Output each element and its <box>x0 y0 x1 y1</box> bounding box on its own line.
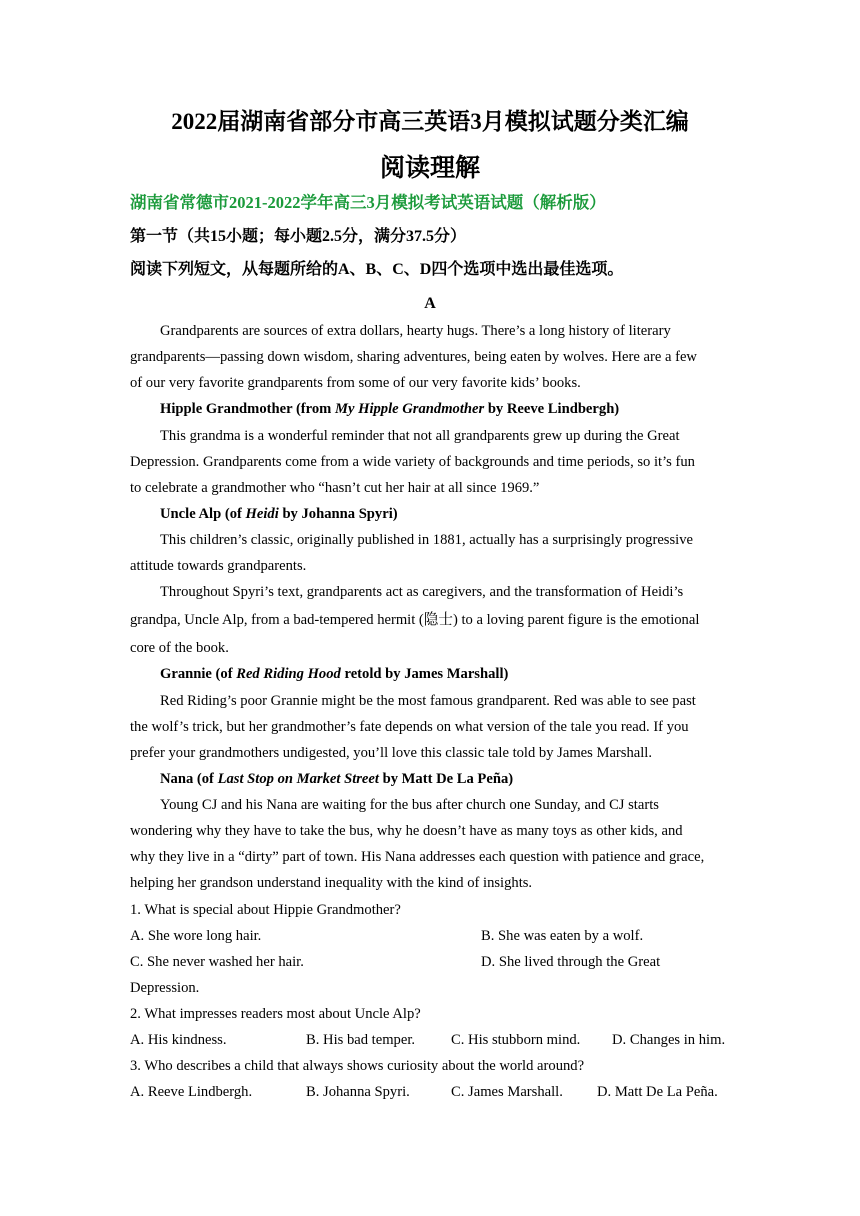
q3-option-c: C. James Marshall. <box>451 1084 563 1100</box>
paragraph-line: to celebrate a grandmother who “hasn’t cut her hair at all since 1969.” <box>130 480 540 496</box>
paragraph-line: prefer your grandmothers undigested, you’ll love this classic tale told by James Marshall. <box>130 745 653 761</box>
q2-option-d: D. Changes in him. <box>612 1032 726 1048</box>
passage-label: A <box>424 295 436 312</box>
question-3: 3. Who describes a child that always shows curiosity about the world around? <box>130 1058 585 1074</box>
paragraph-line: Young CJ and his Nana are waiting for the bus after church one Sunday, and CJ starts <box>160 797 659 813</box>
q1-option-a: A. She wore long hair. <box>130 928 262 944</box>
intro-line: of our very favorite grandparents from some of our very favorite kids’ books. <box>130 375 581 391</box>
intro-line: grandparents—passing down wisdom, sharing adventures, being eaten by wolves. Here are a few <box>130 349 697 365</box>
document-subtitle: 阅读理解 <box>379 155 480 182</box>
paragraph-line: the wolf’s trick, but her grandmother’s fate depends on what version of the tale you read. If you <box>130 719 689 735</box>
section-heading-hipple: Hipple Grandmother (from My Hipple Grandmother by Reeve Lindbergh) <box>160 401 620 417</box>
paragraph-line: core of the book. <box>130 640 229 656</box>
book-title: Last Stop on Market Street <box>217 771 379 787</box>
paragraph-line: Red Riding’s poor Grannie might be the most famous grandparent. Red was able to see past <box>160 693 696 709</box>
paragraph-line: Depression. Grandparents come from a wide variety of backgrounds and time periods, so it’s fun <box>130 454 695 470</box>
section-info: 第一节（共15小题；每小题2.5分，满分37.5分） <box>130 228 467 245</box>
section-heading-grannie: Grannie (of Red Riding Hood retold by James Marshall) <box>160 666 509 682</box>
section-heading-nana: Nana (of Last Stop on Market Street by Matt De La Peña) <box>160 771 514 787</box>
paragraph-line: Throughout Spyri’s text, grandparents act as caregivers, and the transformation of Heidi’s <box>160 584 684 600</box>
book-title: Red Riding Hood <box>236 666 341 682</box>
q1-option-d: D. She lived through the Great <box>481 954 661 970</box>
q2-option-b: B. His bad temper. <box>306 1032 416 1048</box>
paragraph-line: attitude towards grandparents. <box>130 558 307 574</box>
book-title: My Hipple Grandmother <box>334 401 485 417</box>
paragraph-line: grandpa, Uncle Alp, from a bad-tempered hermit (隐士) to a loving parent figure is the emotional <box>130 612 700 628</box>
paragraph-line: helping her grandson understand inequality with the kind of insights. <box>130 875 533 891</box>
q3-option-d: D. Matt De La Peña. <box>597 1084 718 1100</box>
source-line: 湖南省常德市2021-2022学年高三3月模拟考试英语试题（解析版） <box>130 193 606 212</box>
q2-option-a: A. His kindness. <box>130 1032 227 1048</box>
q2-option-c: C. His stubborn mind. <box>451 1032 581 1048</box>
q3-option-a: A. Reeve Lindbergh. <box>130 1084 253 1100</box>
paragraph-line: why they live in a “dirty” part of town. His Nana addresses each question with patience and grace, <box>130 849 705 865</box>
intro-line: Grandparents are sources of extra dollars, hearty hugs. There’s a long history of literary <box>160 323 671 339</box>
paragraph-line: This children’s classic, originally published in 1881, actually has a surprisingly progressive <box>160 532 693 548</box>
section-heading-uncle-alp: Uncle Alp (of Heidi by Johanna Spyri) <box>160 506 398 522</box>
q1-option-b: B. She was eaten by a wolf. <box>481 928 644 944</box>
q1-option-c: C. She never washed her hair. <box>130 954 304 970</box>
instruction: 阅读下列短文，从每题所给的A、B、C、D四个选项中选出最佳选项。 <box>130 261 624 278</box>
paragraph-line: wondering why they have to take the bus, why he doesn’t have as many toys as other kids, and <box>130 823 683 839</box>
q1-option-d-continued: Depression. <box>130 980 200 996</box>
q3-option-b: B. Johanna Spyri. <box>306 1084 410 1100</box>
book-title: Heidi <box>245 506 279 522</box>
question-2: 2. What impresses readers most about Uncle Alp? <box>130 1006 421 1022</box>
question-1: 1. What is special about Hippie Grandmother? <box>130 902 401 918</box>
document-title: 2022届湖南省部分市高三英语3月模拟试题分类汇编 <box>171 109 689 134</box>
paragraph-line: This grandma is a wonderful reminder that not all grandparents grew up during the Great <box>160 428 680 444</box>
